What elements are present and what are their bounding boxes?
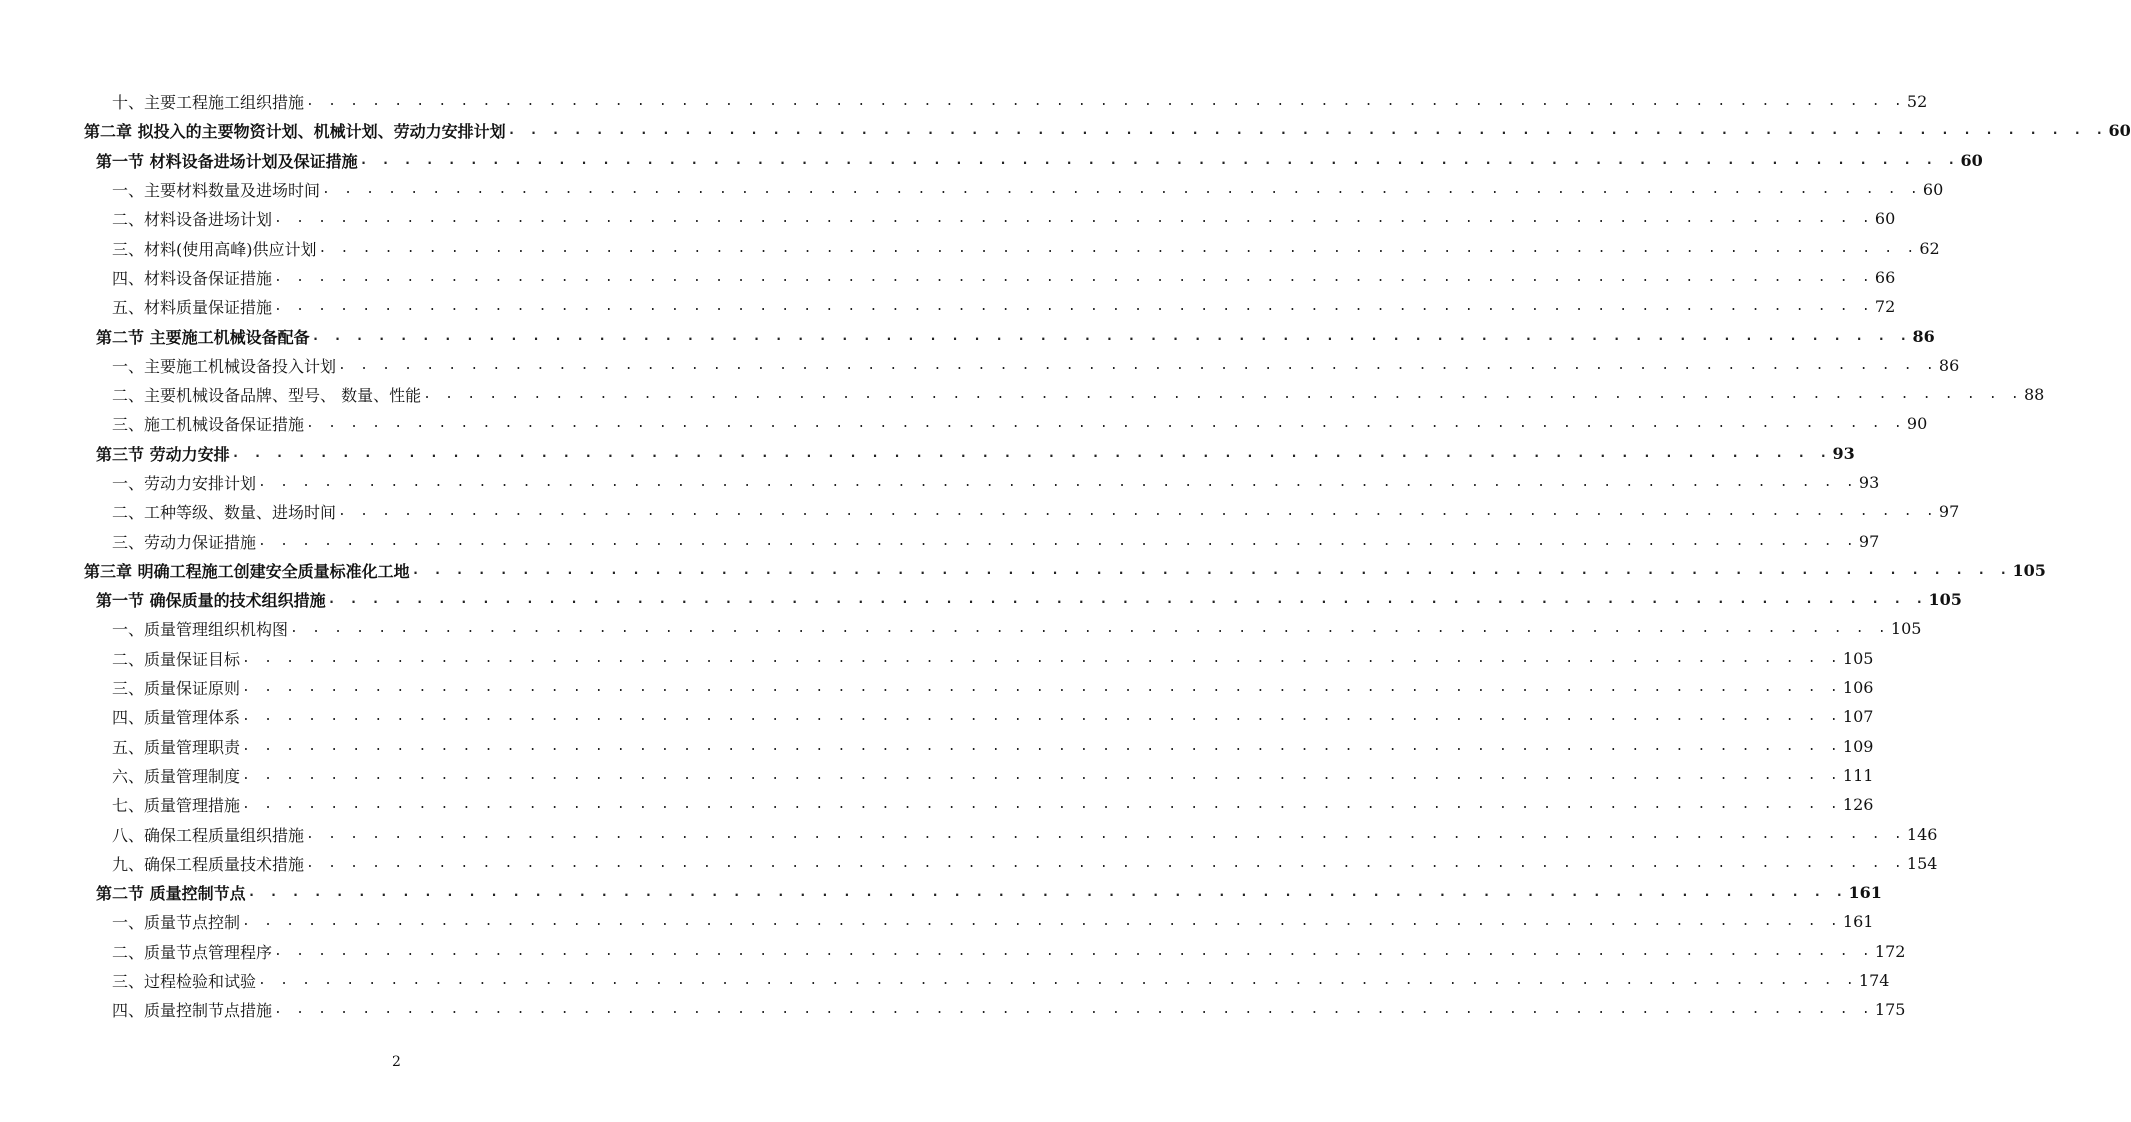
toc-entry-title: 八、确保工程质量组织措施 <box>112 825 305 845</box>
toc-entry-title: 九、确保工程质量技术措施 <box>112 854 305 874</box>
toc-entry-page: 97 <box>1938 502 1960 522</box>
toc-entry[interactable] <box>0 146 1983 175</box>
toc-entry-page: 105 <box>1842 648 1874 668</box>
toc-entry-page: 154 <box>1906 853 1938 873</box>
toc-dot-leader: . . . . . . . . . . . . . . . . . . . . . . . . . . . . . . . . . . . . . . . . . . . . . . . . . . . . . . . . . . . . . . . . . . . . . . . . . <box>311 328 1911 344</box>
table-of-contents <box>0 87 2131 1025</box>
toc-entry[interactable] <box>0 233 1940 262</box>
toc-entry-page: 60 <box>2108 121 2131 141</box>
toc-entry-title: 一、主要施工机械设备投入计划 <box>112 356 337 376</box>
toc-entry[interactable] <box>0 907 1874 936</box>
toc-dot-leader: . . . . . . . . . . . . . . . . . . . . . . . . . . . . . . . . . . . . . . . . . . . . . . . . . . . . . . . . . . . . . . . . . . . . . . . . . <box>338 504 1937 520</box>
toc-entry[interactable] <box>0 292 1896 321</box>
toc-entry-page: 72 <box>1874 297 1896 317</box>
toc-entry-page: 97 <box>1858 531 1880 551</box>
toc-entry-title: 第三节 劳动力安排 <box>96 444 230 464</box>
toc-entry[interactable] <box>0 204 1896 233</box>
toc-entry-title: 二、质量节点管理程序 <box>112 942 273 962</box>
toc-entry[interactable] <box>0 87 1928 116</box>
toc-entry[interactable] <box>0 878 1882 907</box>
toc-entry[interactable] <box>0 995 1906 1024</box>
toc-entry[interactable] <box>0 966 1890 995</box>
toc-entry-title: 第二章 拟投入的主要物资计划、机械计划、劳动力安排计划 <box>84 122 506 142</box>
toc-dot-leader: . . . . . . . . . . . . . . . . . . . . . . . . . . . . . . . . . . . . . . . . . . . . . . . . . . . . . . . . . . . . . . . . . . . . . . . . . <box>359 152 1959 168</box>
toc-entry[interactable] <box>0 468 1880 497</box>
toc-dot-leader: . . . . . . . . . . . . . . . . . . . . . . . . . . . . . . . . . . . . . . . . . . . . . . . . . . . . . . . . . . . . . . . . . . . . . . . . . <box>318 240 1918 256</box>
toc-entry[interactable] <box>0 497 1960 526</box>
toc-entry-title: 五、质量管理职责 <box>112 737 241 757</box>
toc-entry-page: 52 <box>1906 92 1928 112</box>
toc-entry[interactable] <box>0 673 1874 702</box>
toc-entry[interactable] <box>0 790 1874 819</box>
toc-dot-leader: . . . . . . . . . . . . . . . . . . . . . . . . . . . . . . . . . . . . . . . . . . . . . . . . . . . . . . . . . . . . . . . . . . . . . . . . . <box>242 709 1841 725</box>
toc-entry-title: 四、质量管理体系 <box>112 708 241 728</box>
toc-entry-page: 60 <box>1960 150 1983 170</box>
toc-entry[interactable] <box>0 526 1880 555</box>
toc-entry-page: 105 <box>1890 619 1922 639</box>
toc-entry-title: 第一节 确保质量的技术组织措施 <box>96 591 326 611</box>
toc-dot-leader: . . . . . . . . . . . . . . . . . . . . . . . . . . . . . . . . . . . . . . . . . . . . . . . . . . . . . . . . . . . . . . . . . . . . . . . . . <box>274 943 1873 959</box>
toc-entry[interactable] <box>0 116 2131 145</box>
toc-dot-leader: . . . . . . . . . . . . . . . . . . . . . . . . . . . . . . . . . . . . . . . . . . . . . . . . . . . . . . . . . . . . . . . . . . . . . . . . . <box>306 855 1905 871</box>
toc-dot-leader: . . . . . . . . . . . . . . . . . . . . . . . . . . . . . . . . . . . . . . . . . . . . . . . . . . . . . . . . . . . . . . . . . . . . . . . . . <box>423 387 2022 403</box>
toc-entry-title: 三、劳动力保证措施 <box>112 532 257 552</box>
toc-entry-title: 五、材料质量保证措施 <box>112 298 273 318</box>
toc-entry-title: 第二节 主要施工机械设备配备 <box>96 327 310 347</box>
toc-dot-leader: . . . . . . . . . . . . . . . . . . . . . . . . . . . . . . . . . . . . . . . . . . . . . . . . . . . . . . . . . . . . . . . . . . . . . . . . . <box>242 767 1841 783</box>
toc-entry[interactable] <box>0 409 1928 438</box>
toc-entry-page: 105 <box>2012 560 2046 580</box>
toc-entry[interactable] <box>0 937 1906 966</box>
toc-dot-leader: . . . . . . . . . . . . . . . . . . . . . . . . . . . . . . . . . . . . . . . . . . . . . . . . . . . . . . . . . . . . . . . . . . . . . . . . . <box>507 123 2107 139</box>
toc-entry-page: 109 <box>1842 736 1874 756</box>
toc-entry-page: 107 <box>1842 707 1874 727</box>
toc-dot-leader: . . . . . . . . . . . . . . . . . . . . . . . . . . . . . . . . . . . . . . . . . . . . . . . . . . . . . . . . . . . . . . . . . . . . . . . . . <box>274 1002 1873 1018</box>
toc-entry[interactable] <box>0 380 2045 409</box>
toc-entry-page: 60 <box>1922 180 1944 200</box>
toc-entry-title: 二、质量保证目标 <box>112 649 241 669</box>
toc-dot-leader: . . . . . . . . . . . . . . . . . . . . . . . . . . . . . . . . . . . . . . . . . . . . . . . . . . . . . . . . . . . . . . . . . . . . . . . . . <box>274 211 1873 227</box>
toc-entry-page: 93 <box>1832 443 1855 463</box>
toc-dot-leader: . . . . . . . . . . . . . . . . . . . . . . . . . . . . . . . . . . . . . . . . . . . . . . . . . . . . . . . . . . . . . . . . . . . . . . . . . <box>258 475 1857 490</box>
toc-entry-title: 七、质量管理措施 <box>112 796 241 816</box>
toc-entry-page: 62 <box>1919 238 1940 258</box>
toc-entry-page: 172 <box>1874 941 1906 961</box>
toc-entry-page: 161 <box>1842 912 1874 932</box>
toc-dot-leader: . . . . . . . . . . . . . . . . . . . . . . . . . . . . . . . . . . . . . . . . . . . . . . . . . . . . . . . . . . . . . . . . . . . . . . . . . <box>338 357 1937 373</box>
toc-entry-page: 88 <box>2023 385 2045 405</box>
toc-entry[interactable] <box>0 732 1874 761</box>
toc-dot-leader: . . . . . . . . . . . . . . . . . . . . . . . . . . . . . . . . . . . . . . . . . . . . . . . . . . . . . . . . . . . . . . . . . . . . . . . . . <box>242 797 1841 813</box>
toc-dot-leader: . . . . . . . . . . . . . . . . . . . . . . . . . . . . . . . . . . . . . . . . . . . . . . . . . . . . . . . . . . . . . . . . . . . . . . . . . <box>306 416 1905 432</box>
toc-dot-leader: . . . . . . . . . . . . . . . . . . . . . . . . . . . . . . . . . . . . . . . . . . . . . . . . . . . . . . . . . . . . . . . . . . . . . . . . . <box>306 94 1905 110</box>
toc-dot-leader: . . . . . . . . . . . . . . . . . . . . . . . . . . . . . . . . . . . . . . . . . . . . . . . . . . . . . . . . . . . . . . . . . . . . . . . . . <box>242 680 1841 696</box>
toc-entry-title: 四、材料设备保证措施 <box>112 268 273 288</box>
toc-entry-title: 三、过程检验和试验 <box>112 972 257 992</box>
toc-entry[interactable] <box>0 614 1922 643</box>
toc-entry-page: 66 <box>1874 267 1896 287</box>
toc-entry[interactable] <box>0 263 1896 292</box>
toc-entry[interactable] <box>0 556 2046 585</box>
toc-entry-page: 93 <box>1858 473 1880 492</box>
toc-entry-title: 第二节 质量控制节点 <box>96 884 246 904</box>
page-number: 2 <box>392 1054 401 1070</box>
toc-entry-page: 86 <box>1912 326 1935 346</box>
toc-entry-title: 一、质量管理组织机构图 <box>112 620 289 640</box>
toc-dot-leader: . . . . . . . . . . . . . . . . . . . . . . . . . . . . . . . . . . . . . . . . . . . . . . . . . . . . . . . . . . . . . . . . . . . . . . . . . <box>322 182 1921 198</box>
toc-dot-leader: . . . . . . . . . . . . . . . . . . . . . . . . . . . . . . . . . . . . . . . . . . . . . . . . . . . . . . . . . . . . . . . . . . . . . . . . . <box>411 562 2011 578</box>
toc-entry-page: 146 <box>1906 824 1938 844</box>
toc-entry-title: 三、施工机械设备保证措施 <box>112 415 305 435</box>
toc-entry[interactable] <box>0 175 1944 204</box>
toc-entry-page: 60 <box>1874 209 1896 229</box>
toc-entry-title: 第三章 明确工程施工创建安全质量标准化工地 <box>84 561 410 581</box>
toc-entry-page: 105 <box>1928 590 1962 610</box>
toc-entry[interactable] <box>0 702 1874 731</box>
toc-entry[interactable] <box>0 819 1938 848</box>
toc-entry-title: 二、工种等级、数量、进场时间 <box>112 503 337 523</box>
toc-dot-leader: . . . . . . . . . . . . . . . . . . . . . . . . . . . . . . . . . . . . . . . . . . . . . . . . . . . . . . . . . . . . . . . . . . . . . . . . . <box>231 445 1831 461</box>
toc-entry[interactable] <box>0 644 1874 673</box>
toc-dot-leader: . . . . . . . . . . . . . . . . . . . . . . . . . . . . . . . . . . . . . . . . . . . . . . . . . . . . . . . . . . . . . . . . . . . . . . . . . <box>290 621 1889 637</box>
toc-entry-page: 126 <box>1842 795 1874 815</box>
toc-entry-title: 一、质量节点控制 <box>112 913 241 933</box>
toc-dot-leader: . . . . . . . . . . . . . . . . . . . . . . . . . . . . . . . . . . . . . . . . . . . . . . . . . . . . . . . . . . . . . . . . . . . . . . . . . <box>327 592 1927 608</box>
toc-entry-page: 86 <box>1938 355 1960 375</box>
toc-dot-leader: . . . . . . . . . . . . . . . . . . . . . . . . . . . . . . . . . . . . . . . . . . . . . . . . . . . . . . . . . . . . . . . . . . . . . . . . . <box>258 973 1857 989</box>
toc-entry[interactable] <box>0 439 1855 468</box>
toc-entry-title: 六、质量管理制度 <box>112 766 241 786</box>
toc-dot-leader: . . . . . . . . . . . . . . . . . . . . . . . . . . . . . . . . . . . . . . . . . . . . . . . . . . . . . . . . . . . . . . . . . . . . . . . . . <box>242 738 1841 754</box>
toc-entry-title: 第一节 材料设备进场计划及保证措施 <box>96 151 358 171</box>
toc-dot-leader: . . . . . . . . . . . . . . . . . . . . . . . . . . . . . . . . . . . . . . . . . . . . . . . . . . . . . . . . . . . . . . . . . . . . . . . . . <box>247 885 1847 901</box>
toc-entry-title: 二、材料设备进场计划 <box>112 210 273 230</box>
toc-entry[interactable] <box>0 585 1962 614</box>
toc-entry-title: 三、质量保证原则 <box>112 679 241 699</box>
toc-entry-title: 十、主要工程施工组织措施 <box>112 93 305 113</box>
toc-entry-page: 111 <box>1842 765 1874 785</box>
toc-dot-leader: . . . . . . . . . . . . . . . . . . . . . . . . . . . . . . . . . . . . . . . . . . . . . . . . . . . . . . . . . . . . . . . . . . . . . . . . . <box>274 299 1873 315</box>
toc-entry-title: 三、材料(使用高峰)供应计划 <box>112 239 317 259</box>
toc-entry-page: 175 <box>1874 1000 1906 1020</box>
toc-entry[interactable] <box>0 761 1874 790</box>
toc-entry-title: 四、质量控制节点措施 <box>112 1001 273 1021</box>
toc-dot-leader: . . . . . . . . . . . . . . . . . . . . . . . . . . . . . . . . . . . . . . . . . . . . . . . . . . . . . . . . . . . . . . . . . . . . . . . . . <box>242 914 1841 930</box>
toc-entry-page: 161 <box>1848 883 1882 903</box>
toc-dot-leader: . . . . . . . . . . . . . . . . . . . . . . . . . . . . . . . . . . . . . . . . . . . . . . . . . . . . . . . . . . . . . . . . . . . . . . . . . <box>242 650 1841 666</box>
toc-entry-title: 二、主要机械设备品牌、型号、 数量、性能 <box>112 386 422 406</box>
toc-entry-page: 174 <box>1858 971 1890 991</box>
toc-entry[interactable] <box>0 351 1960 380</box>
toc-entry[interactable] <box>0 321 1935 350</box>
toc-entry-page: 106 <box>1842 678 1874 698</box>
toc-dot-leader: . . . . . . . . . . . . . . . . . . . . . . . . . . . . . . . . . . . . . . . . . . . . . . . . . . . . . . . . . . . . . . . . . . . . . . . . . <box>306 826 1905 842</box>
toc-dot-leader: . . . . . . . . . . . . . . . . . . . . . . . . . . . . . . . . . . . . . . . . . . . . . . . . . . . . . . . . . . . . . . . . . . . . . . . . . <box>274 269 1873 285</box>
toc-entry-page: 90 <box>1906 414 1928 434</box>
toc-entry-title: 一、劳动力安排计划 <box>112 474 257 493</box>
toc-entry-title: 一、主要材料数量及进场时间 <box>112 181 321 201</box>
toc-dot-leader: . . . . . . . . . . . . . . . . . . . . . . . . . . . . . . . . . . . . . . . . . . . . . . . . . . . . . . . . . . . . . . . . . . . . . . . . . <box>258 533 1857 549</box>
toc-entry[interactable] <box>0 849 1938 878</box>
